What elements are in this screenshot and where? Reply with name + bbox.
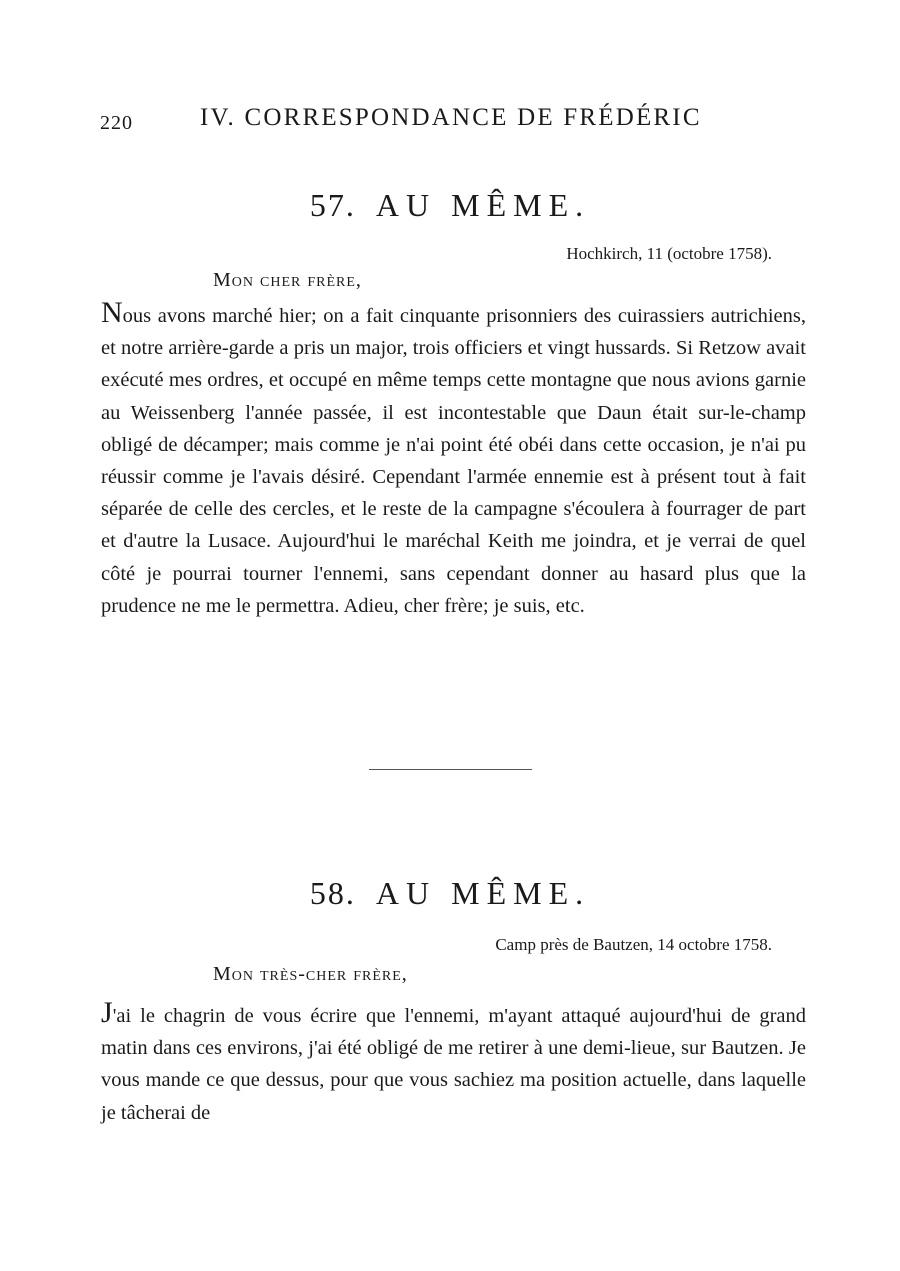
page-header — [0, 104, 900, 134]
letter-number: 57. — [309, 187, 356, 223]
letter-number: 58. — [309, 875, 356, 911]
letter-recipient: AU MÊME. — [375, 875, 591, 911]
letter-dateline: Hochkirch, 11 (octobre 1758). — [566, 244, 772, 263]
letter-body-text: 'ai le chagrin de vous écrire que l'ennemi, m'ayant attaqué aujourd'hui de grand matin dans ces environs, j'ai été obligé de me retirer à une demi-lieue, sur Bautzen. Je vous mande ce que dessus, pour que vous sachiez ma position actuelle, dans laquelle je tâcherai de — [101, 1005, 806, 1124]
letter-body — [101, 296, 806, 622]
letter-body — [101, 996, 806, 1129]
section-divider — [369, 769, 532, 770]
running-head: IV. CORRESPONDANCE DE FRÉDÉRIC — [200, 104, 702, 131]
letter-recipient: AU MÊME. — [375, 187, 591, 223]
letter-title — [0, 875, 900, 912]
page-number: 220 — [100, 112, 133, 134]
letter-title — [0, 187, 900, 224]
drop-initial: J — [101, 996, 113, 1029]
drop-initial: N — [101, 296, 123, 329]
letter-dateline: Camp près de Bautzen, 14 octobre 1758. — [495, 935, 772, 954]
letter-salutation: Mon très-cher frère, — [213, 963, 408, 985]
letter-salutation: Mon cher frère, — [213, 269, 362, 291]
letter-body-text: ous avons marché hier; on a fait cinquante prisonniers des cuirassiers autrichiens, et notre arrière-garde a pris un major, trois officiers et vingt hussards. Si Retzow avait exécuté mes ordres, et occupé en même temps cette montagne que nous avions garnie au Weissenberg l'année passée, il est incontestable que Daun était sur-le-champ obligé de décamper; mais comme je n'ai point été obéi dans cette occasion, je n'ai pu réussir comme je l'avais désiré. Cependant l'armée ennemie est à présent tout à fait séparée de celle des cercles, et le reste de la campagne s'écoulera à fourrager de part et d'autre la Lusace. Aujourd'hui le maréchal Keith me joindra, et je verrai de quel côté je pourrai tourner l'ennemi, sans cependant donner au hasard plus que la prudence ne me le permettra. Adieu, cher frère; je suis, etc. — [101, 305, 806, 617]
